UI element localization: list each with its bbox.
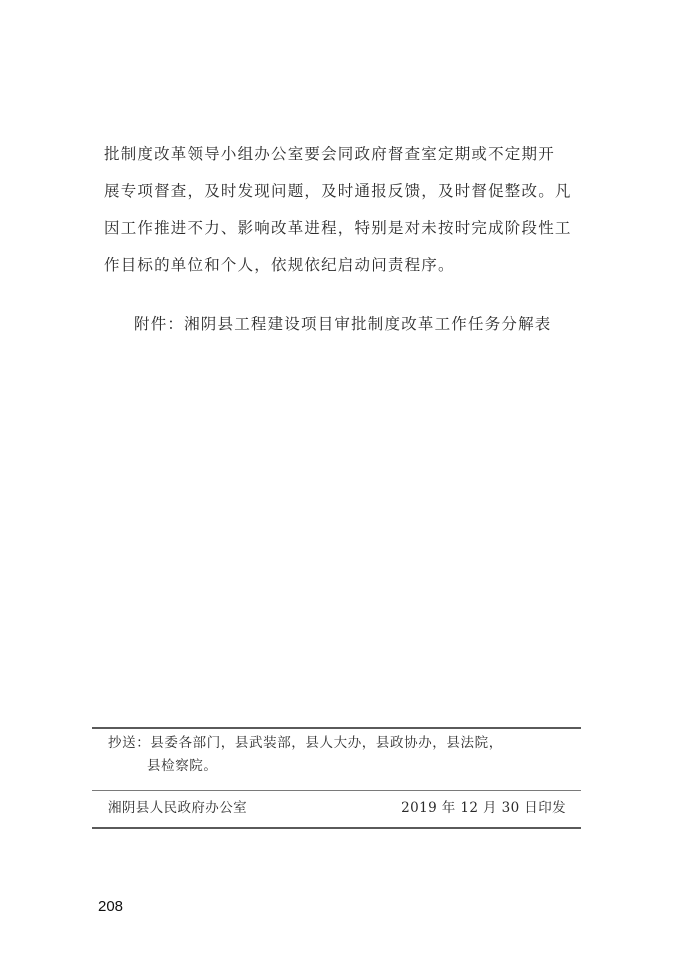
attachment-note: 附件：湘阴县工程建设项目审批制度改革工作任务分解表: [134, 315, 552, 333]
issue-info: [108, 798, 566, 818]
cc-line: 县检察院。: [147, 758, 218, 774]
body-paragraph: [104, 136, 590, 284]
paragraph-line: 因工作推进不力、影响改革进程，特别是对未按时完成阶段性工: [104, 219, 572, 237]
footer-bottom-rule: [92, 827, 581, 829]
issuer-name: 湘阴县人民政府办公室: [108, 800, 247, 816]
paragraph-line: 展专项督查，及时发现问题，及时通报反馈，及时督促整改。凡: [104, 182, 572, 200]
paragraph-line: 作目标的单位和个人，依规依纪启动问责程序。: [104, 256, 455, 274]
footer-top-rule: [92, 727, 581, 729]
paragraph-line: 批制度改革领导小组办公室要会同政府督查室定期或不定期开: [104, 145, 555, 163]
cc-line: 抄送：县委各部门，县武装部，县人大办，县政协办，县法院，: [108, 735, 503, 751]
cc-list: [108, 732, 578, 778]
page-number: 208: [98, 898, 124, 915]
footer-middle-rule: [92, 790, 581, 791]
issue-date: 2019 年 12 月 30 日印发: [401, 800, 566, 816]
